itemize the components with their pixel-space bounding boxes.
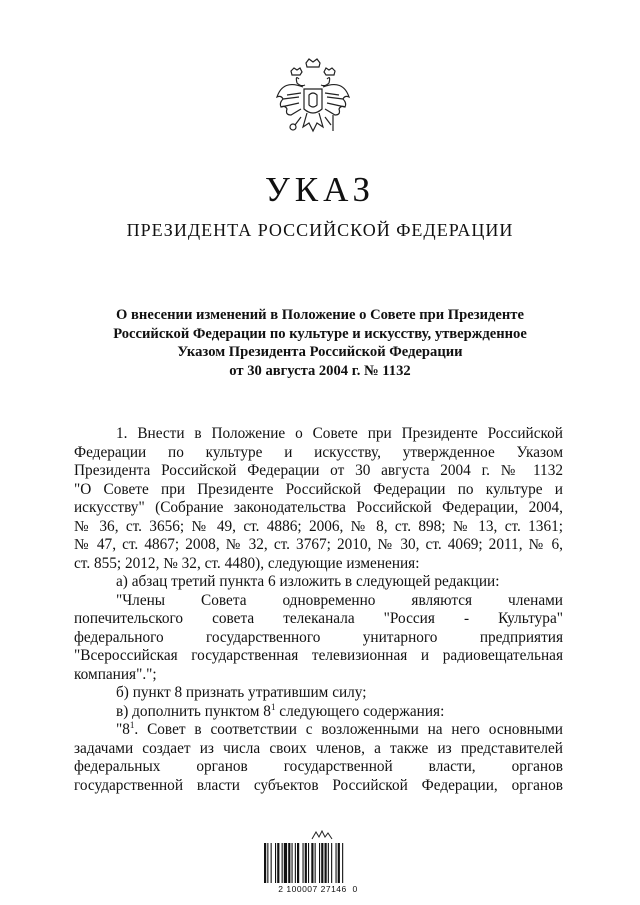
document-title <box>60 306 580 380</box>
body-line: б) пункт 8 признать утратившим силу; <box>116 684 367 701</box>
barcode-bar <box>288 843 290 883</box>
body-line: ст. 855; 2012, № 32, ст. 4480), следующие изменения: <box>74 554 420 572</box>
barcode-bar <box>264 843 266 883</box>
body-line: федерального государственного унитарного предприятия <box>74 628 563 646</box>
barcode-bar <box>319 843 320 883</box>
barcode-bar <box>292 843 293 883</box>
body-line: задачами создает из числа своих членов, а также из представителей <box>74 739 563 757</box>
barcode-bar <box>338 843 340 883</box>
body-line: компания"."; <box>74 665 157 683</box>
barcode-bar <box>336 843 337 883</box>
body-line: № 36, ст. 3656; № 49, ст. 4886; 2006, № 8, ст. 898; № 13, ст. 1361; <box>74 517 563 535</box>
barcode-bar <box>275 843 276 883</box>
barcode-bar <box>308 843 309 883</box>
superscript: 1 <box>270 701 276 712</box>
body-line: "Всероссийская государственная телевизионная и радиовещательная <box>74 647 563 664</box>
body-text: следующего содержания: <box>279 702 445 720</box>
document-body <box>74 425 563 795</box>
body-line: Президента Российской Федерации от 30 августа 2004 г. № 1132 <box>74 462 563 479</box>
barcode-bar <box>305 843 307 883</box>
body-line: а) абзац третий пункта 6 изложить в следующей редакции: <box>116 573 500 590</box>
barcode-bar <box>295 843 296 883</box>
barcode-bar <box>303 843 304 883</box>
title-line: О внесении изменений в Положение о Совете при Президенте <box>116 307 524 323</box>
barcode-number: 2 100007 27146 0 <box>278 884 358 894</box>
barcode-bar <box>321 843 323 883</box>
barcode-bar <box>267 843 268 883</box>
body-line: № 47, ст. 4867; 2008, № 32, ст. 3767; 2010, № 30, ст. 4069; 2011, № 6, <box>74 536 563 553</box>
body-line: "Члены Совета одновременно являются членами <box>116 591 563 609</box>
body-text: в) дополнить пунктом 8 <box>116 702 271 720</box>
title-line: Указом Президента Российской Федерации <box>177 344 463 360</box>
title-line: Российской Федерации по культуре и искусству, утвержденное <box>113 325 527 342</box>
barcode-bar <box>277 843 279 883</box>
body-line: попечительского совета телеканала "Россия - Культура" <box>74 610 563 627</box>
scanner-mark-icon <box>310 829 334 841</box>
body-line: "О Совете при Президенте Российской Федерации по культуре и <box>74 480 563 498</box>
superscript: 1 <box>129 721 135 730</box>
body-line-with-superscript <box>74 721 563 740</box>
title-line: от 30 августа 2004 г. № 1132 <box>229 362 411 379</box>
barcode-bar <box>331 843 332 883</box>
barcode-bar <box>282 843 283 883</box>
issuer-line: ПРЕЗИДЕНТА РОССИЙСКОЙ ФЕДЕРАЦИИ <box>126 220 514 240</box>
russian-coat-of-arms-icon <box>273 57 353 145</box>
barcode-icon <box>262 843 370 883</box>
document-type: УКАЗ <box>264 170 376 209</box>
barcode-bar <box>328 843 329 883</box>
body-text: . Совет в соответствии с возложенными на него основными <box>134 721 563 738</box>
barcode-bar <box>284 843 287 883</box>
body-line: федеральных органов государственной власти, органов <box>74 758 563 775</box>
barcode-bar <box>342 843 343 883</box>
body-line: искусству" (Собрание законодательства Российской Федерации, 2004, <box>74 499 563 516</box>
barcode-bar <box>271 843 272 883</box>
body-line-with-superscript <box>74 703 563 722</box>
barcode-bar <box>311 843 313 883</box>
body-text: "8 <box>116 721 130 738</box>
body-line: 1. Внести в Положение о Совете при Президенте Российской <box>116 425 563 442</box>
body-line: государственной власти субъектов Российской Федерации, органов <box>74 776 563 794</box>
barcode-bar <box>297 843 299 883</box>
body-line: Федерации по культуре и искусству, утвержденное Указом <box>74 443 563 461</box>
barcode-bar <box>315 843 316 883</box>
barcode-bar <box>325 843 327 883</box>
